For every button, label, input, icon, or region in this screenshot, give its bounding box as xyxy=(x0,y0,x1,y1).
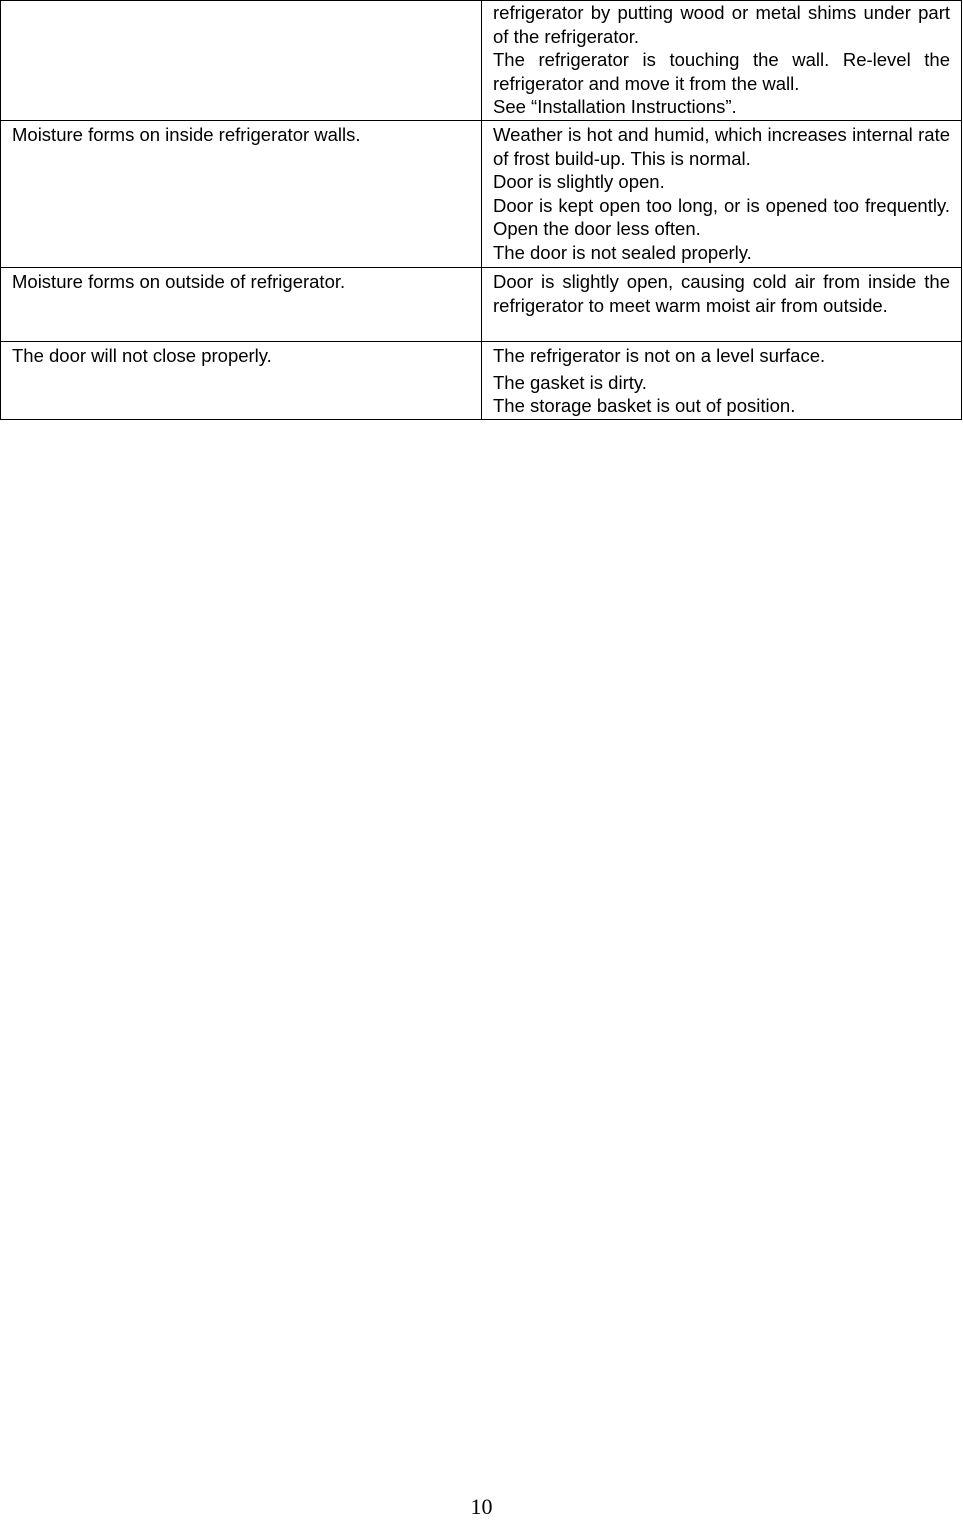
problem-cell: Moisture forms on outside of refrigerator. xyxy=(1,268,482,342)
page-number: 10 xyxy=(470,1494,493,1519)
cause-text: Weather is hot and humid, which increases internal rate of frost build-up. This is normal. xyxy=(493,124,950,169)
cause-text: See “Installation Instructions”. xyxy=(493,96,737,117)
cause-text: Door is kept open too long, or is opened too frequently. Open the door less often. xyxy=(493,194,950,239)
cause-text: Door is slightly open, causing cold air from inside the refrigerator to meet warm moist air from outside. xyxy=(493,271,950,316)
table-row xyxy=(1,1,962,121)
cause-text: The refrigerator is not on a level surface. xyxy=(493,345,826,366)
cause-cell xyxy=(482,121,962,268)
cause-cell xyxy=(482,268,962,342)
cause-text: Door is slightly open. xyxy=(493,171,665,192)
cause-text: The refrigerator is touching the wall. Re-level the refrigerator and move it from the wall. xyxy=(493,49,950,94)
cause-cell xyxy=(482,1,962,121)
table-row xyxy=(1,268,962,342)
problem-cell: The door will not close properly. xyxy=(1,342,482,420)
cause-text: The gasket is dirty. xyxy=(493,371,647,393)
table-row xyxy=(1,342,962,420)
table-row xyxy=(1,121,962,268)
troubleshooting-table xyxy=(0,0,962,420)
cause-text: refrigerator by putting wood or metal shims under part of the refrigerator. xyxy=(493,2,950,47)
cause-text: The storage basket is out of position. xyxy=(493,395,796,416)
cause-cell xyxy=(482,342,962,420)
cause-text: The door is not sealed properly. xyxy=(493,241,752,263)
problem-cell: Moisture forms on inside refrigerator walls. xyxy=(1,121,482,268)
problem-cell xyxy=(1,1,482,121)
